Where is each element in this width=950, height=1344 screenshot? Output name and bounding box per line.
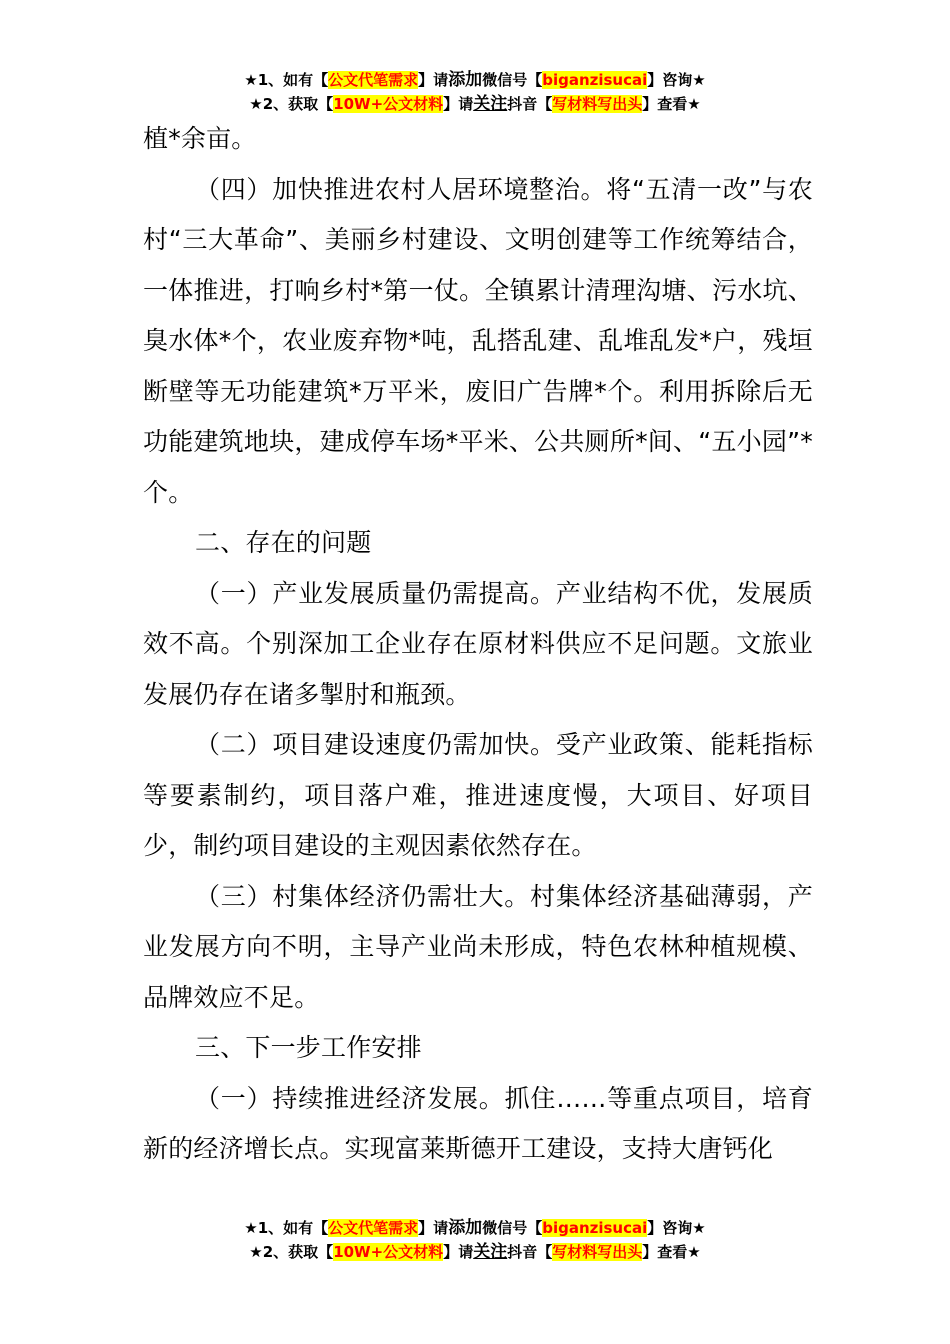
banner-text: 抖音【 <box>507 1243 553 1261</box>
banner-line-2 <box>0 1240 950 1264</box>
paragraph: （四）加快推进农村人居环境整治。将“五清一改”与农村“三大革命”、美丽乡村建设、文明创建等工作统筹结合，一体推进，打响乡村*第一仗。全镇累计清理沟塘、污水坑、臭水体*个，农业废弃物*吨，乱搭乱建、乱堆乱发*户，残垣断壁等无功能建筑*万平米，废旧广告牌*个。利用拆除后无功能建筑地块，建成停车场*平米、公共厕所*间、“五小园”*个。 <box>143 174 813 507</box>
banner-line-1 <box>0 1216 950 1240</box>
banner-text: 】请 <box>418 1219 449 1237</box>
banner-text: 微信号【 <box>482 1219 543 1237</box>
banner-text: 微信号【 <box>482 71 543 89</box>
banner-text: ★1、如有【 <box>244 1219 329 1237</box>
banner-text: ★2、获取【 <box>249 1243 334 1261</box>
banner-emphasis: 添加 <box>448 70 483 90</box>
banner-text: ★1、如有【 <box>244 71 329 89</box>
banner-highlight: 公文代笔需求 <box>328 1219 419 1237</box>
banner-highlight: 10W+公文材料 <box>333 95 444 113</box>
banner-text: 】请 <box>418 71 449 89</box>
banner-text: 】查看★ <box>642 95 701 113</box>
douyin-id-highlight: 写材料写出头 <box>552 95 643 113</box>
wechat-id-highlight: biganzisucai <box>542 1219 648 1237</box>
banner-emphasis: 添加 <box>448 1218 483 1238</box>
bottom-promo-banner <box>0 1216 950 1264</box>
top-promo-banner <box>0 68 950 116</box>
document-body <box>143 114 813 1175</box>
banner-highlight: 10W+公文材料 <box>333 1243 444 1261</box>
banner-text: 】咨询★ <box>647 1219 706 1237</box>
banner-text: 】查看★ <box>642 1243 701 1261</box>
paragraph: 植*余亩。 <box>143 124 257 153</box>
section-heading: 三、下一步工作安排 <box>195 1033 422 1062</box>
banner-text: ★2、获取【 <box>249 95 334 113</box>
banner-text: 抖音【 <box>507 95 553 113</box>
wechat-id-highlight: biganzisucai <box>542 71 648 89</box>
banner-line-1 <box>0 68 950 92</box>
banner-text: 】请 <box>443 95 474 113</box>
banner-text: 】咨询★ <box>647 71 706 89</box>
paragraph: （一）产业发展质量仍需提高。产业结构不优，发展质效不高。个别深加工企业存在原材料供应不足问题。文旅业发展仍存在诸多掣肘和瓶颈。 <box>143 578 813 709</box>
paragraph: （一）持续推进经济发展。抓住……等重点项目，培育新的经济增长点。实现富莱斯德开工建设，支持大唐钙化 <box>143 1083 813 1163</box>
banner-emphasis: 关注 <box>473 94 508 114</box>
section-heading: 二、存在的问题 <box>195 528 372 557</box>
banner-highlight: 公文代笔需求 <box>328 71 419 89</box>
paragraph: （二）项目建设速度仍需加快。受产业政策、能耗指标等要素制约，项目落户难，推进速度慢，大项目、好项目少，制约项目建设的主观因素依然存在。 <box>143 730 813 860</box>
banner-line-2 <box>0 92 950 116</box>
banner-text: 】请 <box>443 1243 474 1261</box>
banner-emphasis: 关注 <box>473 1242 508 1262</box>
paragraph: （三）村集体经济仍需壮大。村集体经济基础薄弱，产业发展方向不明，主导产业尚未形成，特色农林种植规模、品牌效应不足。 <box>143 881 813 1012</box>
douyin-id-highlight: 写材料写出头 <box>552 1243 643 1261</box>
